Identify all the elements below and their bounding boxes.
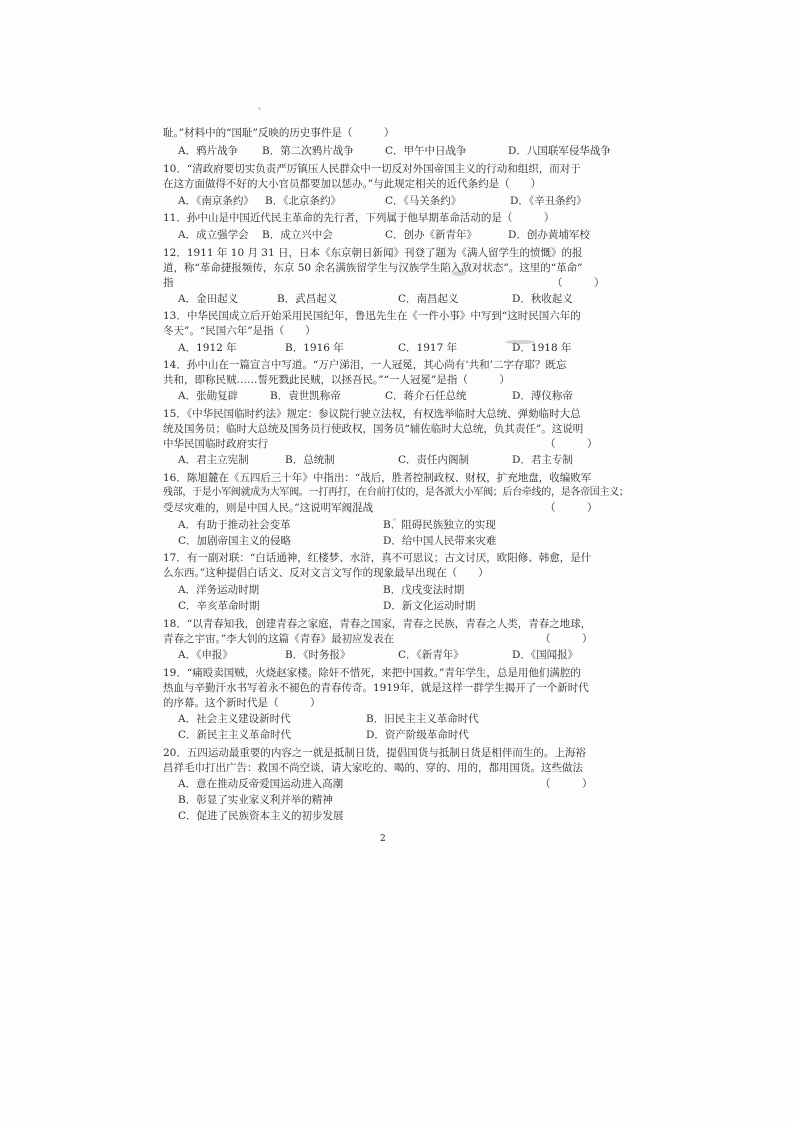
question-line: 道，称“革命捷报频传，东京 50 余名满族留学生与汉族学生陷入敌对状态”。这里的“革命” [163, 262, 583, 274]
option[interactable]: A．社会主义建设新时代 [178, 713, 291, 725]
option[interactable]: B．阻碍民族独立的实现 [383, 519, 496, 531]
question-line: 在这方面做得不好的大小官员都要加以惩办。”与此规定相关的近代条约是（ ） [163, 178, 542, 190]
question-line: 热血与辛勤汗水书写着永不褪色的青春传奇。1919年，就是这样一群学生揭开了一个新时代 [163, 682, 589, 694]
option[interactable]: D．给中国人民带来灾难 [383, 535, 497, 547]
option[interactable]: C．蒋介石任总统 [385, 390, 467, 402]
option[interactable]: B．成立兴中会 [262, 229, 333, 241]
answer-blank[interactable]: （ ） [552, 277, 605, 289]
question-line: 19．“痛殴卖国贼，火烧赵家楼。除奸不惜死，来把中国救。”青年学生，总是用他们满腔的 [163, 667, 581, 679]
option[interactable]: B．袁世凯称帝 [270, 390, 341, 402]
question-line: 20．五四运动最重要的内容之一就是抵制日货，提倡国货与抵制日货是相伴而生的。上海裕 [163, 747, 586, 759]
option[interactable]: D．八国联军侵华战争 [508, 145, 611, 157]
question-line: 的序幕。这个新时代是（ ） [163, 697, 321, 709]
option[interactable]: A．金田起义 [178, 293, 239, 305]
question-line: 18．“以青春知我，创建青春之家庭，青春之国家，青春之民族，青春之人类，青春之地球， [163, 618, 592, 630]
option[interactable]: B．1916 年 [285, 342, 344, 354]
question-line: 冬天”。“民国六年”是指（ ） [163, 325, 316, 337]
option[interactable]: C．责任内阁制 [398, 454, 470, 466]
option[interactable]: A．洋务运动时期 [178, 584, 260, 596]
option[interactable]: D．《辛丑条约》 [510, 195, 587, 207]
option[interactable]: C．创办《新青年》 [385, 229, 478, 241]
question-line: 17．有一副对联：“白话通神，红楼梦、水浒，真不可思议；古文讨厌，欧阳修、韩愈，是什 [163, 552, 592, 564]
option[interactable]: B．《时务报》 [285, 649, 351, 661]
answer-blank[interactable]: （ ） [540, 778, 593, 790]
option[interactable]: D．1918 年 [512, 342, 572, 354]
question-line: 14．孙中山在一篇宣言中写道。“万户涕泪，一人冠冕，其心尚有‘共和’二字存耶？既忘 [163, 359, 567, 371]
question-line: 中华民国临时政府实行 [163, 438, 268, 450]
option[interactable]: A．意在推动反帝爱国运动进入高潮 [178, 778, 344, 790]
option[interactable]: C．《马关条约》 [385, 195, 462, 207]
answer-blank[interactable]: （ ） [545, 438, 598, 450]
option[interactable]: C．加剧帝国主义的侵略 [178, 535, 292, 547]
option[interactable]: C．南昌起义 [398, 293, 459, 305]
option[interactable]: C．促进了民族资本主义的初步发展 [178, 810, 344, 822]
option[interactable]: A．有助于推动社会变革 [178, 519, 291, 531]
option[interactable]: A．1912 年 [178, 342, 237, 354]
option[interactable]: C．辛亥革命时期 [178, 600, 260, 612]
option[interactable]: A．鸦片战争 [178, 145, 239, 157]
option[interactable]: A．《南京条约》 [178, 195, 254, 207]
question-line: 昌祥毛巾打出广告：救国不尚空谈，请大家吃的、喝的、穿的、用的，都用国货。这些做法 [163, 762, 583, 774]
scan-smudge [258, 107, 261, 110]
question-line: 13．中华民国成立后开始采用民国纪年，鲁迅先生在《一件小事》中写到“这时民国六年的 [163, 310, 581, 322]
question-line: 么东西。”这种提倡白话文、反对文言文写作的现象最早出现在（ ） [163, 567, 489, 579]
question-line: 指 [163, 277, 174, 289]
question-line: 统及国务员；临时大总统及国务员行使政权，国务员“辅佐临时大总统，负其责任”。这说明 [163, 423, 584, 435]
question-line: 残部，于是小军阀就成为大军阀。一打再打，在台前打仗的，是各派大小军阀；后台牵线的，是各帝国主义； [163, 487, 629, 498]
option[interactable]: C．甲午中日战争 [385, 145, 467, 157]
option[interactable]: D．秋收起义 [512, 293, 573, 305]
option[interactable]: B．总统制 [285, 454, 335, 466]
question-line: 青春之宇宙。”李大钊的这篇《青春》最初应发表在 [163, 633, 395, 645]
question-line: 受尽灾难的，则是中国人民。”这说明军阀混战 [163, 502, 374, 514]
option[interactable]: A．《申报》 [178, 649, 233, 661]
option[interactable]: B．武昌起义 [277, 293, 338, 305]
option[interactable]: B．彰显了实业家义利并举的精神 [178, 794, 333, 806]
option[interactable]: B．旧民主主义革命时代 [366, 713, 479, 725]
question-line: 耻。”材料中的“国耻”反映的历史事件是（ ） [163, 127, 395, 139]
option[interactable]: A．君主立宪制 [178, 454, 249, 466]
question-line: 16．陈旭麓在《五四后三十年》中指出：“战后，胜者控制政权、财权，扩充地盘，收编败军 [163, 472, 592, 484]
option[interactable]: D．创办黄埔军校 [508, 229, 590, 241]
option[interactable]: D．新文化运动时期 [383, 600, 476, 612]
question-line: 12．1911 年 10 月 31 日，日本《东京朝日新闻》刊登了题为《满人留学生的愤慨》的报 [163, 247, 583, 259]
option[interactable]: B．戊戌变法时期 [383, 584, 465, 596]
answer-blank[interactable]: （ ） [540, 633, 593, 645]
option[interactable]: D．《国闻报》 [512, 649, 579, 661]
option[interactable]: C．新民主主义革命时代 [178, 729, 292, 741]
option[interactable]: C．1917 年 [398, 342, 458, 354]
page-number: 2 [380, 834, 386, 844]
option[interactable]: A．成立强学会 [178, 229, 249, 241]
question-line: 11．孙中山是中国近代民主革命的先行者，下列属于他早期革命活动的是（ ） [163, 212, 555, 224]
question-line: 15．《中华民国临时约法》规定：参议院行驶立法权，有权选举临时大总统、弹劾临时大总 [163, 408, 581, 420]
question-line: 10．“清政府要切实负责严厉镇压人民群众中一切反对外国帝国主义的行动和组织，而对于 [163, 163, 581, 175]
option[interactable]: B．第二次鸦片战争 [262, 145, 354, 157]
answer-blank[interactable]: （ ） [545, 502, 598, 514]
option[interactable]: D．君主专制 [512, 454, 573, 466]
option[interactable]: B．《北京条约》 [265, 195, 341, 207]
question-line: 共和，即称民贼……誓死戮此民贼，以拯吾民。”“一人冠冕”是指（ ） [163, 374, 510, 386]
option[interactable]: D．资产阶级革命时代 [366, 729, 469, 741]
option[interactable]: C．《新青年》 [398, 649, 464, 661]
option[interactable]: D．溥仪称帝 [512, 390, 573, 402]
option[interactable]: A．张勋复辟 [178, 390, 239, 402]
